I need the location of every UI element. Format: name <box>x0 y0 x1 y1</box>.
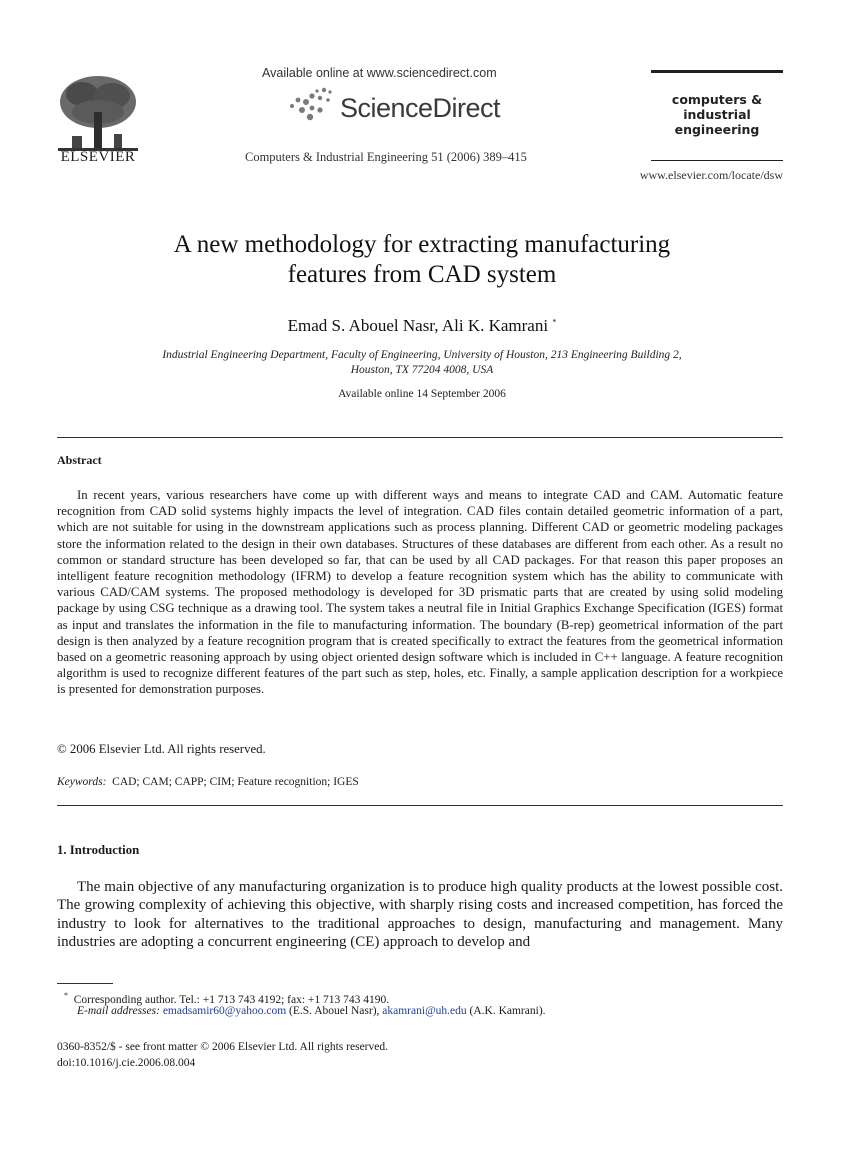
journal-title <box>651 92 783 137</box>
journal-url[interactable]: www.elsevier.com/locate/dsw <box>639 168 783 182</box>
footnote-rule <box>57 983 113 984</box>
sciencedirect-wordmark: ScienceDirect <box>340 93 501 123</box>
email-label: E-mail addresses: <box>77 1005 160 1017</box>
email-owner-2: (A.K. Kamrani). <box>469 1005 546 1017</box>
abstract-paragraph: In recent years, various researchers have come up with different ways and means to integrate CAD and CAM. Automatic feature recognition from CAD solid systems highly impacts the level of integration. CAD files contain detailed geometric information of a part, which are not suitable for using in the downstream applications such as process planning. Different CAD or geometric modeling packages store the information related to the design in their own databases. Structures of these databases are different from each other. As a result no common or standard structure has been developed so far, that can be used by all CAD packages. For that reason this paper proposes an intelligent feature recognition methodology (IFRM) to develop a feature recognition system which has the ability to communicate with various CAD/CAM systems. The proposed methodology is developed for 3D prismatic parts that are created by using solid modeling package by using CSG technique as a drawing tool. The system takes a neutral file in Initial Graphics Exchange Specification (IGES) format as input and translates the information in the file to manufacturing information. The boundary (B-rep) geometrical information of the part design is then analyzed by a feature recognition program that is created specifically to extract the features from the geometrical information based on a geometric reasoning approach by using object oriented design software which is included in C++ language. A feature recognition algorithm is used to recognize different features of the part such as step, holes, etc. Finally, a sample application description for a workpiece is presented for demonstration purposes. <box>57 488 783 697</box>
abstract-body <box>57 487 783 698</box>
issn-front-matter: 0360-8352/$ - see front matter © 2006 Elsevier Ltd. All rights reserved. <box>57 1041 388 1053</box>
abstract-heading: Abstract <box>57 453 102 467</box>
sciencedirect-dots-icon <box>284 86 334 122</box>
abstract-top-rule <box>57 437 783 438</box>
footnote-corresponding-text: Corresponding author. Tel.: +1 713 743 4192; fax: +1 713 743 4190. <box>73 993 390 1006</box>
article-authors <box>60 316 784 336</box>
abstract-bottom-rule <box>57 805 783 806</box>
introduction-body <box>57 878 783 951</box>
section-heading-introduction: 1. Introduction <box>57 843 140 857</box>
journal-reference: Computers & Industrial Engineering 51 (2006) 389–415 <box>245 150 527 164</box>
journal-title-line-3: engineering <box>674 122 760 137</box>
abstract-copyright: © 2006 Elsevier Ltd. All rights reserved. <box>57 742 266 756</box>
affiliation-line-2: Houston, TX 77204 4008, USA <box>350 364 494 376</box>
email-link-2[interactable]: akamrani@uh.edu <box>382 1005 467 1017</box>
article-title-line-2: features from CAD system <box>287 261 557 288</box>
author-names: Emad S. Abouel Nasr, Ali K. Kamrani <box>287 316 549 335</box>
keywords-list: CAD; CAM; CAPP; CIM; Feature recognition; IGES <box>112 776 359 788</box>
keywords-label: Keywords: <box>57 776 107 788</box>
journal-title-line-1: computers & <box>671 92 763 107</box>
introduction-paragraph: The main objective of any manufacturing organization is to produce high quality products at the lowest possible cost. The growing complexity of achieving this objective, with sharply rising costs and increased competition, has forced the industry to look for alternatives to the traditional approaches to design, manufacturing and management. Many industries are adopting a concurrent engineering (CE) approach to develop and <box>57 879 783 950</box>
article-title-line-1: A new methodology for extracting manufacturing <box>173 231 671 258</box>
doi[interactable]: doi:10.1016/j.cie.2006.08.004 <box>57 1057 196 1069</box>
available-online-banner[interactable]: Available online at www.sciencedirect.com <box>262 66 497 80</box>
keywords <box>57 776 359 788</box>
journal-title-rule-top <box>651 70 783 73</box>
footnote-emails <box>77 1003 546 1019</box>
footnote-mark: * <box>64 991 68 1000</box>
available-online-date: Available online 14 September 2006 <box>338 388 506 400</box>
affiliation-line-1: Industrial Engineering Department, Faculty of Engineering, University of Houston, 213 Engineering Building 2, <box>162 349 682 361</box>
author-affiliation <box>60 348 784 378</box>
elsevier-wordmark: ELSEVIER <box>60 149 136 165</box>
journal-title-rule-bottom <box>651 160 783 161</box>
corresponding-author-mark[interactable]: * <box>552 317 557 327</box>
journal-title-line-2: industrial <box>683 107 751 122</box>
email-link-1[interactable]: emadsamir60@yahoo.com <box>162 1005 287 1017</box>
email-owner-1: (E.S. Abouel Nasr), <box>289 1005 380 1017</box>
article-title <box>60 230 784 290</box>
